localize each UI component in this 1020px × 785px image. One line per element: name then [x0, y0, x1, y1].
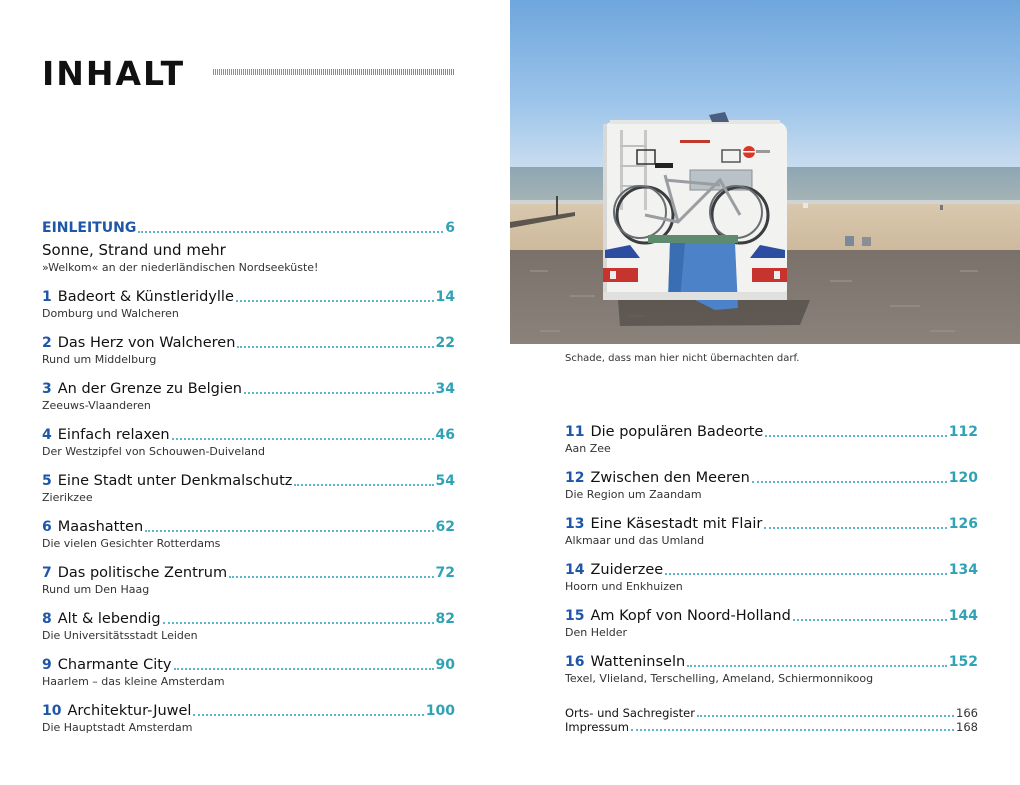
chapter-title: Alt & lebendig [57, 611, 161, 627]
chapter-number: 8 [42, 611, 52, 627]
chapter-subtitle: Texel, Vlieland, Terschelling, Ameland, Schiermonnikoog [565, 672, 874, 685]
chapter-page-number: 14 [435, 289, 455, 305]
leader-dots [174, 668, 434, 670]
chapter-title: Badeort & Künstleridylle [57, 289, 234, 305]
chapter-subtitle: Alkmaar und das Umland [565, 534, 705, 547]
chapter-subtitle: Haarlem – das kleine Amsterdam [42, 675, 225, 688]
chapter-subtitle: Der Westzipfel von Schouwen-Duiveland [42, 445, 265, 458]
toc-entry-chapter-5[interactable] [42, 472, 455, 505]
leader-dots [793, 619, 947, 621]
leader-dots [145, 530, 433, 532]
leader-dots [237, 346, 433, 348]
chapter-page-number: 100 [425, 703, 455, 719]
chapter-page-number: 134 [948, 562, 978, 578]
chapter-page-number: 34 [435, 381, 455, 397]
chapter-page-number: 126 [948, 516, 978, 532]
chapter-title: Architektur-Juwel [67, 703, 192, 719]
chapter-page-number: 152 [948, 654, 978, 670]
toc-entry-chapter-13[interactable] [565, 515, 978, 548]
chapter-page-number: 112 [948, 424, 978, 440]
toc-entry-imprint[interactable] [565, 720, 978, 734]
chapter-number: 1 [42, 289, 52, 305]
leader-dots [236, 300, 434, 302]
leader-dots [752, 481, 947, 483]
chapter-page-number: 90 [435, 657, 455, 673]
chapter-title: Das Herz von Walcheren [57, 335, 236, 351]
chapter-title: Einfach relaxen [57, 427, 170, 443]
chapter-number: 11 [565, 424, 585, 440]
chapter-number: 3 [42, 381, 52, 397]
leader-dots [665, 573, 947, 575]
toc-entry-chapter-10[interactable] [42, 702, 455, 735]
appendix-page-number: 166 [956, 706, 978, 720]
photo-caption: Schade, dass man hier nicht übernachten darf. [565, 353, 800, 364]
leader-dots [294, 484, 433, 486]
chapter-subtitle: Hoorn und Enkhuizen [565, 580, 683, 593]
chapter-subtitle: Zierikzee [42, 491, 93, 504]
leader-dots [697, 715, 954, 717]
chapter-subtitle: Die Region um Zaandam [565, 488, 702, 501]
toc-entry-chapter-4[interactable] [42, 426, 455, 459]
appendix-page-number: 168 [956, 720, 978, 734]
toc-entry-chapter-12[interactable] [565, 469, 978, 502]
leader-dots [631, 729, 954, 731]
page-title: INHALT [42, 54, 186, 93]
chapter-number: 12 [565, 470, 585, 486]
chapter-title: Die populären Badeorte [590, 424, 764, 440]
chapter-subtitle: Den Helder [565, 626, 628, 639]
chapter-subtitle: Die Hauptstadt Amsterdam [42, 721, 193, 734]
leader-dots [172, 438, 434, 440]
intro-page-number: 6 [445, 220, 455, 236]
chapter-title: Eine Stadt unter Denkmalschutz [57, 473, 293, 489]
chapter-subtitle: Rund um Den Haag [42, 583, 150, 596]
toc-entry-chapter-11[interactable] [565, 423, 978, 456]
leader-dots [687, 665, 947, 667]
chapter-title: Charmante City [57, 657, 172, 673]
chapter-page-number: 82 [435, 611, 455, 627]
toc-entry-intro[interactable] [42, 219, 455, 275]
chapter-number: 10 [42, 703, 62, 719]
chapter-subtitle: Die Universitätsstadt Leiden [42, 629, 198, 642]
intro-subtitle: »Welkom« an der niederländischen Nordseeküste! [42, 261, 319, 274]
toc-entry-chapter-2[interactable] [42, 334, 455, 367]
camper-beach-photo [510, 0, 1020, 344]
chapter-title: An der Grenze zu Belgien [57, 381, 242, 397]
chapter-number: 7 [42, 565, 52, 581]
title-decorative-rule [213, 69, 454, 75]
intro-heading: EINLEITUNG [42, 220, 137, 236]
toc-entry-chapter-8[interactable] [42, 610, 455, 643]
appendix-list [565, 706, 978, 734]
chapter-title: Maashatten [57, 519, 144, 535]
appendix-title: Orts- und Sachregister [565, 706, 695, 720]
chapter-page-number: 46 [435, 427, 455, 443]
chapter-subtitle: Domburg und Walcheren [42, 307, 179, 320]
chapter-page-number: 54 [435, 473, 455, 489]
toc-left-column [42, 219, 455, 748]
chapter-subtitle: Aan Zee [565, 442, 611, 455]
chapter-number: 14 [565, 562, 585, 578]
chapter-title: Zwischen den Meeren [590, 470, 750, 486]
chapter-number: 6 [42, 519, 52, 535]
leader-dots [193, 714, 423, 716]
toc-entry-chapter-6[interactable] [42, 518, 455, 551]
chapter-page-number: 22 [435, 335, 455, 351]
toc-entry-index[interactable] [565, 706, 978, 720]
chapter-number: 2 [42, 335, 52, 351]
leader-dots [229, 576, 433, 578]
chapter-title: Das politische Zentrum [57, 565, 228, 581]
chapter-number: 9 [42, 657, 52, 673]
chapter-page-number: 120 [948, 470, 978, 486]
leader-dots [764, 527, 946, 529]
chapter-number: 13 [565, 516, 585, 532]
toc-entry-chapter-9[interactable] [42, 656, 455, 689]
chapter-subtitle: Rund um Middelburg [42, 353, 157, 366]
leader-dots [163, 622, 434, 624]
toc-entry-chapter-3[interactable] [42, 380, 455, 413]
chapter-number: 15 [565, 608, 585, 624]
chapter-page-number: 144 [948, 608, 978, 624]
leader-dots [244, 392, 434, 394]
chapter-number: 16 [565, 654, 585, 670]
leader-dots [765, 435, 946, 437]
intro-title: Sonne, Strand und mehr [42, 241, 226, 259]
chapter-title: Zuiderzee [590, 562, 664, 578]
chapter-title: Eine Käsestadt mit Flair [590, 516, 763, 532]
chapter-number: 5 [42, 473, 52, 489]
chapter-title: Watteninseln [590, 654, 686, 670]
chapter-page-number: 72 [435, 565, 455, 581]
toc-entry-chapter-1[interactable] [42, 288, 455, 321]
toc-entry-chapter-14[interactable] [565, 561, 978, 594]
chapter-title: Am Kopf von Noord-Holland [590, 608, 791, 624]
toc-entry-chapter-7[interactable] [42, 564, 455, 597]
appendix-title: Impressum [565, 720, 629, 734]
chapter-number: 4 [42, 427, 52, 443]
toc-right-column [565, 423, 978, 734]
toc-entry-chapter-16[interactable] [565, 653, 978, 686]
chapter-page-number: 62 [435, 519, 455, 535]
toc-entry-chapter-15[interactable] [565, 607, 978, 640]
chapter-subtitle: Zeeuws-Vlaanderen [42, 399, 151, 412]
chapter-subtitle: Die vielen Gesichter Rotterdams [42, 537, 221, 550]
leader-dots [138, 231, 443, 233]
